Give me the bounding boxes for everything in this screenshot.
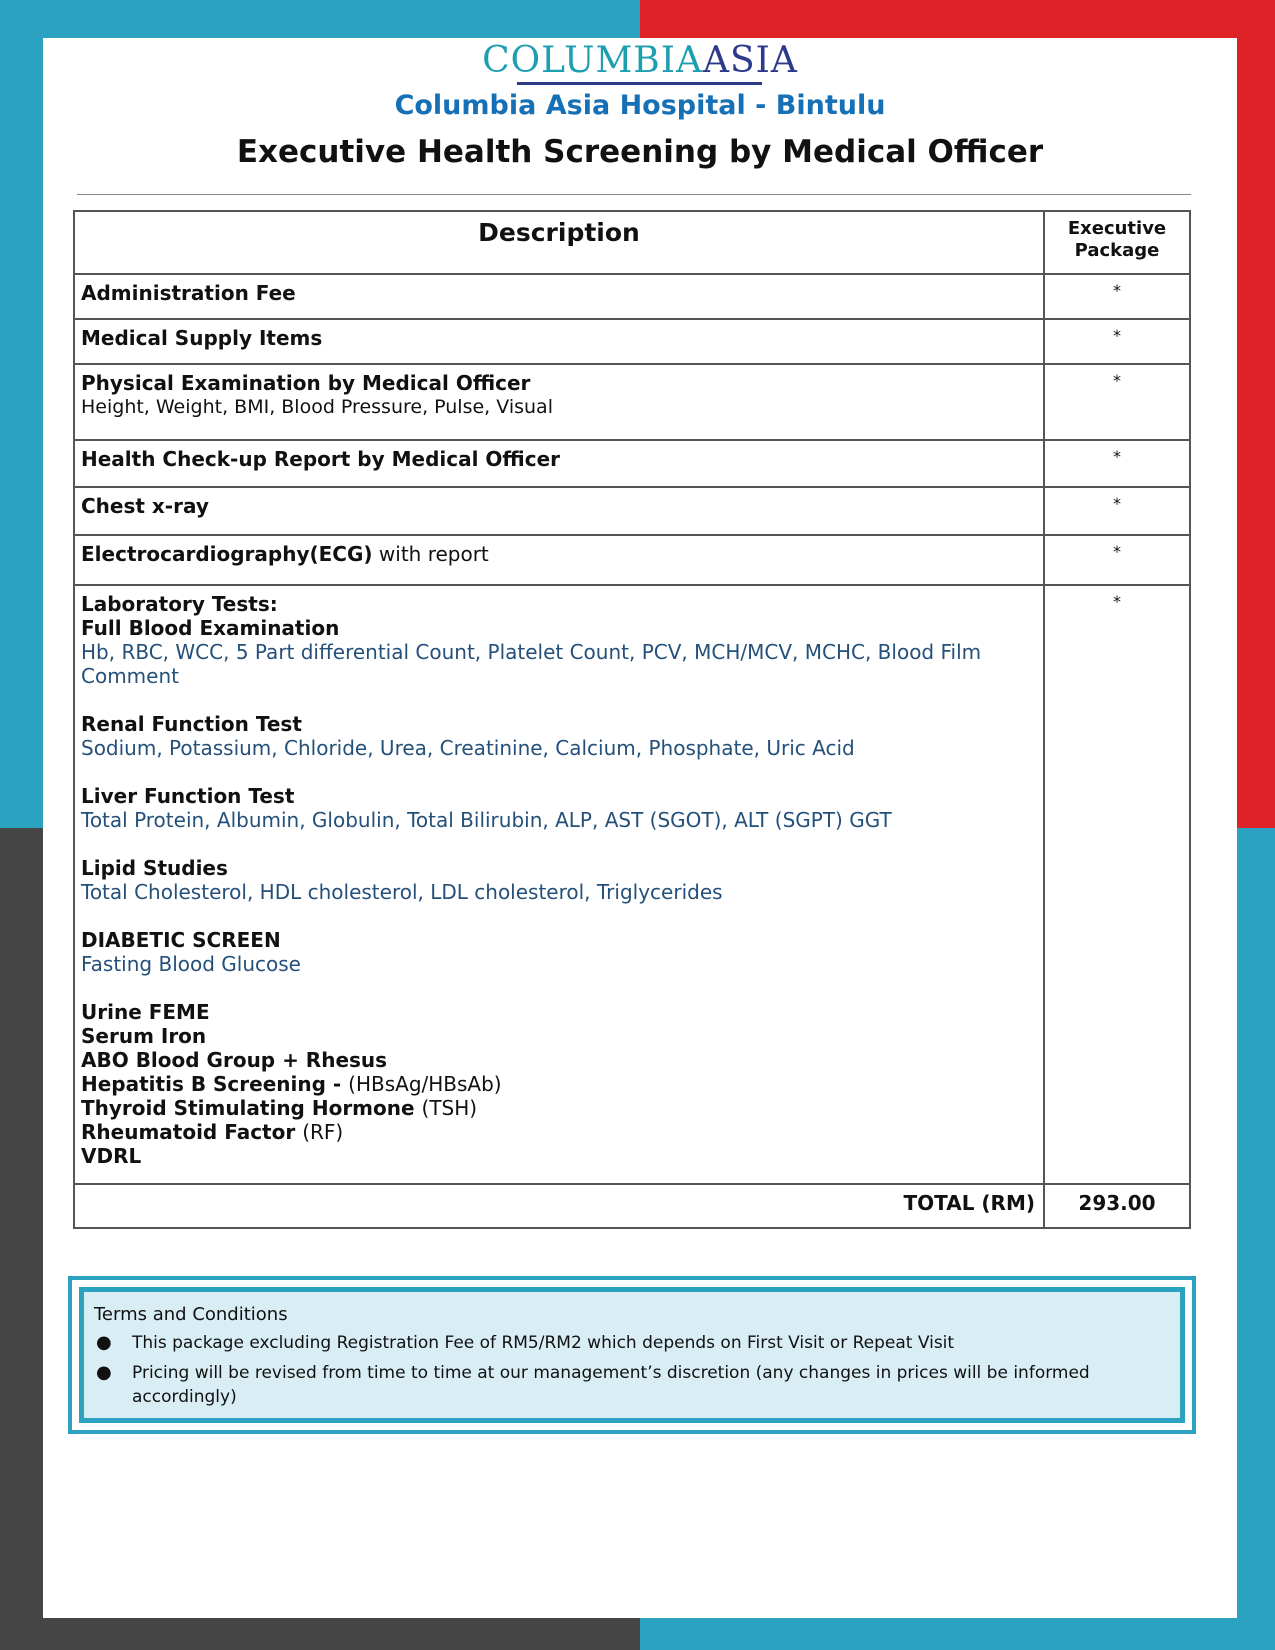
lab-other-test-name: Thyroid Stimulating Hormone — [81, 1096, 422, 1120]
included-mark: * — [1044, 585, 1190, 1184]
terms-inner-box — [79, 1287, 1185, 1423]
total-value: 293.00 — [1044, 1184, 1190, 1228]
columbia-asia-logo — [43, 40, 1237, 81]
total-label: TOTAL (RM) — [74, 1184, 1044, 1228]
lab-group — [81, 856, 1037, 904]
item-title-suffix: with report — [372, 542, 489, 566]
lab-other-test — [81, 1048, 1037, 1072]
lab-other-test-name: VDRL — [81, 1144, 142, 1168]
included-mark: * — [1044, 274, 1190, 319]
terms-item — [94, 1331, 1170, 1355]
laboratory-tests-row — [74, 585, 1190, 1184]
lab-other-test — [81, 1000, 1037, 1024]
lab-other-test — [81, 1096, 1037, 1120]
header-executive-package: Executive Package — [1044, 211, 1190, 274]
lab-group-title: Lipid Studies — [81, 856, 228, 880]
lab-group-title: DIABETIC SCREEN — [81, 928, 281, 952]
lab-other-test-name: Rheumatoid Factor — [81, 1120, 303, 1144]
included-mark: * — [1044, 319, 1190, 364]
lab-group-detail: Sodium, Potassium, Chloride, Urea, Creatinine, Calcium, Phosphate, Uric Acid — [81, 736, 855, 760]
included-mark: * — [1044, 440, 1190, 487]
logo-text-columbia: COLUMBIA — [482, 40, 703, 81]
table-row — [74, 440, 1190, 487]
total-row — [74, 1184, 1190, 1228]
page-title: Executive Health Screening by Medical Officer — [236, 134, 1044, 170]
lab-group-detail: Fasting Blood Glucose — [81, 952, 301, 976]
terms-item-text: This package excluding Registration Fee of RM5/RM2 which depends on First Visit or Repeat Visit — [132, 1333, 955, 1353]
item-detail: Height, Weight, BMI, Blood Pressure, Pulse, Visual — [81, 396, 553, 418]
included-mark: * — [1044, 364, 1190, 440]
lab-other-test — [81, 1072, 1037, 1096]
bullet-icon: ● — [96, 1362, 112, 1383]
header-description: Description — [74, 211, 1044, 274]
lab-group-detail: Total Cholesterol, HDL cholesterol, LDL cholesterol, Triglycerides — [81, 880, 723, 904]
table-row — [74, 487, 1190, 535]
item-title: Administration Fee — [81, 281, 296, 305]
logo-text-asia: ASIA — [702, 40, 798, 81]
item-title: Electrocardiography(ECG) — [81, 542, 373, 566]
package-table — [73, 210, 1191, 1229]
lab-group-title: Renal Function Test — [81, 712, 302, 736]
lab-group-title: Liver Function Test — [81, 784, 295, 808]
table-header-row — [74, 211, 1190, 274]
table-row — [74, 274, 1190, 319]
table-row — [74, 364, 1190, 440]
lab-other-test-name: ABO Blood Group + Rhesus — [81, 1048, 388, 1072]
lab-other-test-name: Urine FEME — [81, 1000, 210, 1024]
laboratory-heading: Laboratory Tests: — [81, 592, 278, 616]
lab-other-test — [81, 1120, 1037, 1144]
terms-list — [94, 1331, 1170, 1409]
lab-group — [81, 712, 1037, 760]
lab-other-test — [81, 1024, 1037, 1048]
lab-other-test-note: (HBsAg/HBsAb) — [348, 1072, 502, 1096]
hospital-name: Columbia Asia Hospital - Bintulu — [394, 90, 886, 121]
lab-group — [81, 784, 1037, 832]
terms-title: Terms and Conditions — [94, 1304, 288, 1325]
lab-other-test — [81, 1144, 1037, 1168]
lab-other-test-name: Hepatitis B Screening - — [81, 1072, 349, 1096]
lab-group-title: Full Blood Examination — [81, 616, 340, 640]
item-title: Medical Supply Items — [81, 326, 323, 350]
title-divider — [77, 194, 1191, 195]
table-row — [74, 535, 1190, 585]
included-mark: * — [1044, 487, 1190, 535]
lab-group — [81, 928, 1037, 976]
logo-underline — [517, 82, 762, 85]
lab-group-detail: Total Protein, Albumin, Globulin, Total Bilirubin, ALP, AST (SGOT), ALT (SGPT) GGT — [81, 808, 892, 832]
lab-group-detail: Hb, RBC, WCC, 5 Part differential Count, Platelet Count, PCV, MCH/MCV, MCHC, Blood Film Comment — [81, 640, 982, 688]
lab-other-test-name: Serum Iron — [81, 1024, 207, 1048]
terms-item — [94, 1361, 1170, 1409]
item-title: Physical Examination by Medical Officer — [81, 371, 531, 395]
lab-other-test-note: (RF) — [302, 1120, 344, 1144]
lab-group — [81, 616, 1037, 688]
terms-item-text: Pricing will be revised from time to time at our management’s discretion (any changes in prices will be informed accordingly) — [132, 1363, 1090, 1407]
table-row — [74, 319, 1190, 364]
included-mark: * — [1044, 535, 1190, 585]
item-title: Chest x-ray — [81, 494, 209, 518]
terms-box — [68, 1276, 1196, 1434]
lab-other-test-note: (TSH) — [421, 1096, 478, 1120]
document-sheet — [43, 38, 1237, 1618]
bullet-icon: ● — [96, 1332, 112, 1353]
item-title: Health Check-up Report by Medical Officer — [81, 447, 560, 471]
